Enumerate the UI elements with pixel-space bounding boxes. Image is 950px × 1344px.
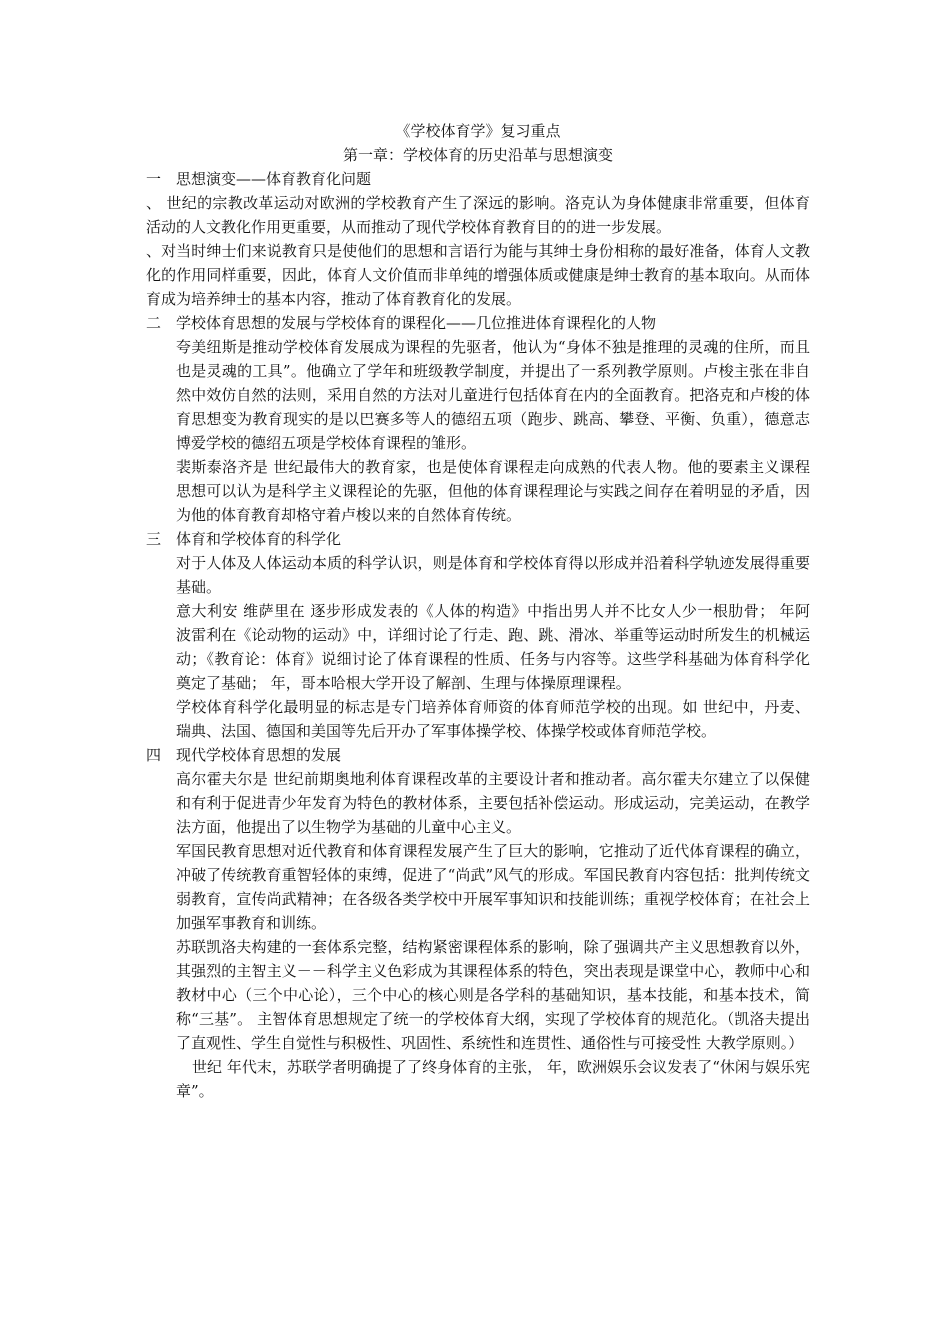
paragraph: 、对当时绅士们来说教育只是使他们的思想和言语行为能与其绅士身份相称的最好准备，体育人文教化的作用同样重要，因此，体育人文价值而非单纯的增强体质或健康是绅士教育的基本取向。从而体育成为培养绅士的基本内容，推动了体育教育化的发展。 — [146, 242, 810, 308]
section-number: 三 — [146, 530, 162, 548]
section-number: 二 — [146, 314, 162, 332]
section-title: 体育和学校体育的科学化 — [176, 530, 342, 548]
paragraph: 苏联凯洛夫构建的一套体系完整，结构紧密课程体系的影响，除了强调共产主义思想教育以外，其强烈的主智主义－－科学主义色彩成为其课程体系的特色，突出表现是课堂中心，教师中心和教材中心（三个中心论），三个中心的核心则是各学科的基础知识，基本技能，和基本技术，简称“三基”。 主智体育思想规定了统一的学校体育大纲，实现了学校体育的规范化。（凯洛夫提出了直观性、学生自觉性与积极性、巩固性、系统性和连贯性、通俗性与可接受性 大教学原则。） — [176, 938, 810, 1052]
section-title: 思想演变——体育教育化问题 — [176, 170, 372, 188]
paragraph: 意大利安 维萨里在 逐步形成发表的《人体的构造》中指出男人并不比女人少一根肋骨； 年阿 波雷利在《论动物的运动》中，详细讨论了行走、跑、跳、滑冰、举重等运动时所发生的机械运动；《教育论：体育》说细讨论了体育课程的性质、任务与内容等。这些学科基础为体育科学化奠定了基础； 年，哥本哈根大学开设了解剖、生理与体操原理课程。 — [176, 602, 810, 692]
document-title: 《学校体育学》复习重点 — [395, 122, 561, 140]
section-number: 一 — [146, 170, 162, 188]
paragraph: 、 世纪的宗教改革运动对欧洲的学校教育产生了深远的影响。洛克认为身体健康非常重要，但体育活动的人文教化作用更重要，从而推动了现代学校体育教育目的的进一步发展。 — [146, 194, 810, 236]
chapter-title: 第一章：学校体育的历史沿革与思想演变 — [342, 146, 613, 164]
paragraph: 世纪 年代末，苏联学者明确提了了终身体育的主张， 年，欧洲娱乐会议发表了“休闲与娱乐宪章”。 — [176, 1058, 810, 1100]
section-number: 四 — [146, 746, 162, 764]
paragraph: 裴斯泰洛齐是 世纪最伟大的教育家，也是使体育课程走向成熟的代表人物。他的要素主义课程思想可以认为是科学主义课程论的先驱，但他的体育课程理论与实践之间存在着明显的矛盾，因为他的体育教育却格守着卢梭以来的自然体育传统。 — [176, 458, 810, 524]
document-body — [146, 119, 810, 1103]
paragraph: 学校体育科学化最明显的标志是专门培养体育师资的体育师范学校的出现。如 世纪中，丹麦、瑞典、法国、德国和美国等先后开办了军事体操学校、体操学校或体育师范学校。 — [176, 698, 810, 740]
section-heading-4 — [146, 743, 810, 767]
paragraph: 夸美纽斯是推动学校体育发展成为课程的先驱者，他认为“身体不独是推理的灵魂的住所，而且也是灵魂的工具”。他确立了学年和班级教学制度，并提出了一系列教学原则。卢梭主张在非自然中效仿自然的法则，采用自然的方法对儿童进行包括体育在内的全面教育。把洛克和卢梭的体育思想变为教育现实的是以巴赛多等人的德绍五项（跑步、跳高、攀登、平衡、负重），德意志博爱学校的德绍五项是学校体育课程的雏形。 — [176, 338, 810, 452]
section-title: 现代学校体育思想的发展 — [176, 746, 342, 764]
section-title: 学校体育思想的发展与学校体育的课程化——几位推进体育课程化的人物 — [176, 314, 657, 332]
paragraph: 军国民教育思想对近代教育和体育课程发展产生了巨大的影响，它推动了近代体育课程的确立，冲破了传统教育重智轻体的束缚，促进了“尚武”风气的形成。军国民教育内容包括：批判传统文弱教育，宣传尚武精神；在各级各类学校中开展军事知识和技能训练；重视学校体育；在社会上加强军事教育和训练。 — [176, 842, 810, 932]
paragraph: 对于人体及人体运动本质的科学认识，则是体育和学校体育得以形成并沿着科学轨迹发展得重要基础。 — [176, 554, 810, 596]
section-heading-1 — [146, 167, 810, 191]
section-heading-2 — [146, 311, 810, 335]
section-heading-3 — [146, 527, 810, 551]
paragraph: 高尔霍夫尔是 世纪前期奥地利体育课程改革的主要设计者和推动者。高尔霍夫尔建立了以保健和有利于促进青少年发育为特色的教材体系，主要包括补偿运动。形成运动，完美运动，在教学法方面，他提出了以生物学为基础的儿童中心主义。 — [176, 770, 810, 836]
